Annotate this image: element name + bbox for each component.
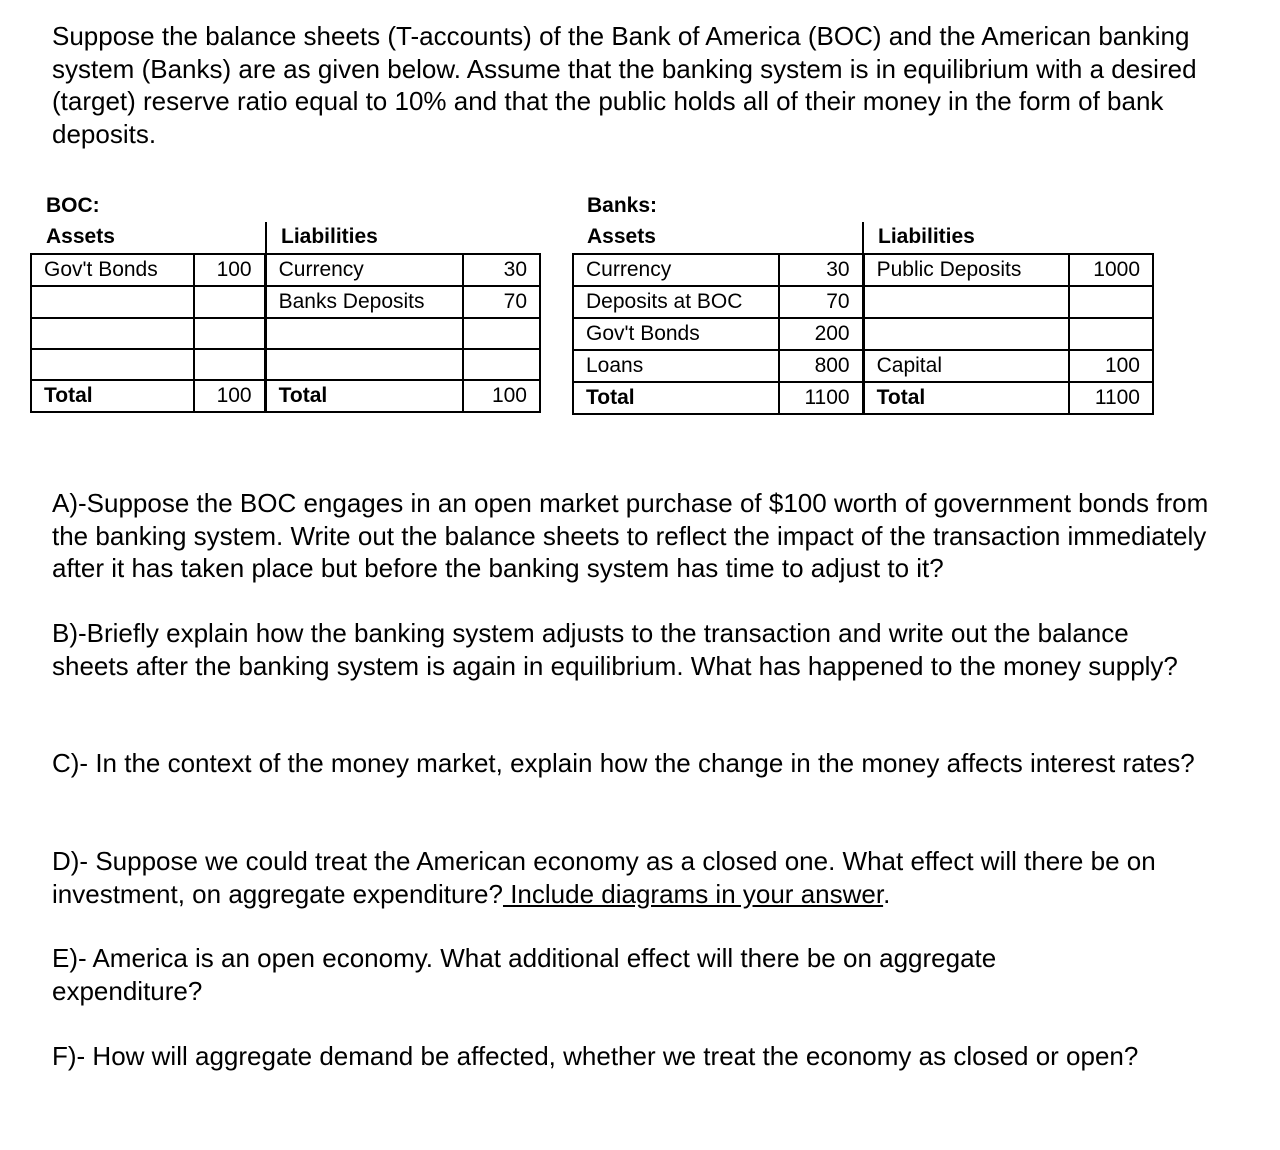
table-row xyxy=(31,349,540,380)
banks-liability-name: Capital xyxy=(863,350,1069,382)
boc-liability-name: Currency xyxy=(265,254,463,286)
boc-total-liabilities-value: 100 xyxy=(463,380,540,412)
question-b: B)-Briefly explain how the banking system adjusts to the transaction and write out the balance sheets after the banking system is again in equilibrium. What has happened to the money supply? xyxy=(52,618,1178,681)
banks-asset-name: Currency xyxy=(573,254,779,286)
boc-balance-sheet xyxy=(30,253,541,413)
question-c: C)- In the context of the money market, explain how the change in the money affects interest rates? xyxy=(52,748,1195,778)
banks-title: Banks: xyxy=(587,194,658,217)
boc-title: BOC: xyxy=(46,194,100,217)
banks-liability-name xyxy=(863,286,1069,318)
table-row xyxy=(573,318,1153,350)
boc-liability-name: Banks Deposits xyxy=(265,286,463,318)
banks-asset-value: 800 xyxy=(779,350,863,382)
boc-assets-header: Assets xyxy=(46,225,115,248)
banks-asset-value: 30 xyxy=(779,254,863,286)
banks-asset-name: Deposits at BOC xyxy=(573,286,779,318)
table-row xyxy=(31,286,540,318)
table-row xyxy=(573,350,1153,382)
boc-liability-name xyxy=(265,349,463,380)
table-row xyxy=(573,254,1153,286)
boc-asset-name xyxy=(31,349,194,380)
boc-liability-value: 30 xyxy=(463,254,540,286)
banks-total-assets-value: 1100 xyxy=(779,382,863,414)
question-d-text: D)- Suppose we could treat the American economy as a closed one. What effect will there be on investment, on aggregate expenditure? xyxy=(52,846,1156,909)
banks-assets-header: Assets xyxy=(587,225,656,248)
question-d-underlined: Include diagrams in your answer xyxy=(502,878,884,909)
banks-total-liabilities-label: Total xyxy=(863,382,1069,414)
boc-liability-value xyxy=(463,318,540,349)
banks-t-divider xyxy=(862,222,864,254)
banks-liability-value xyxy=(1069,318,1153,350)
table-row-total xyxy=(573,382,1153,414)
banks-asset-value: 70 xyxy=(779,286,863,318)
boc-t-divider xyxy=(265,222,267,254)
table-row-total xyxy=(31,380,540,412)
banks-liability-value xyxy=(1069,286,1153,318)
boc-asset-value xyxy=(194,286,265,318)
banks-asset-name: Loans xyxy=(573,350,779,382)
question-d-end: . xyxy=(883,878,891,909)
boc-liabilities-header: Liabilities xyxy=(281,225,378,248)
banks-total-assets-label: Total xyxy=(573,382,779,414)
banks-liability-name xyxy=(863,318,1069,350)
table-row xyxy=(31,254,540,286)
question-e: E)- America is an open economy. What additional effect will there be on aggregate expenditure? xyxy=(52,943,997,1006)
boc-liability-value: 70 xyxy=(463,286,540,318)
question-f: F)- How will aggregate demand be affected, whether we treat the economy as closed or open? xyxy=(52,1041,1139,1071)
boc-asset-value: 100 xyxy=(194,254,265,286)
banks-asset-name: Gov't Bonds xyxy=(573,318,779,350)
question-d xyxy=(52,845,1252,910)
banks-liability-value: 1000 xyxy=(1069,254,1153,286)
banks-liability-name: Public Deposits xyxy=(863,254,1069,286)
table-row xyxy=(31,318,540,349)
intro-paragraph: Suppose the balance sheets (T-accounts) of the Bank of America (BOC) and the American banking system (Banks) are as given below. Assume that the banking system is in equilibrium with a desired (target) reserve ratio equal to 10% and that the public holds all of their money in the form of bank deposits. xyxy=(52,21,1197,149)
banks-total-liabilities-value: 1100 xyxy=(1069,382,1153,414)
boc-asset-value xyxy=(194,349,265,380)
banks-liabilities-header: Liabilities xyxy=(878,225,975,248)
boc-asset-name: Gov't Bonds xyxy=(31,254,194,286)
boc-liability-name xyxy=(265,318,463,349)
boc-total-liabilities-label: Total xyxy=(265,380,463,412)
question-a: A)-Suppose the BOC engages in an open market purchase of $100 worth of government bonds from the banking system. Write out the balance sheets to reflect the impact of the transaction immediately after it has taken place but before the banking system has time to adjust to it? xyxy=(52,488,1209,583)
boc-asset-name xyxy=(31,286,194,318)
boc-total-assets-value: 100 xyxy=(194,380,265,412)
boc-liability-value xyxy=(463,349,540,380)
boc-asset-value xyxy=(194,318,265,349)
table-row xyxy=(573,286,1153,318)
banks-liability-value: 100 xyxy=(1069,350,1153,382)
banks-balance-sheet xyxy=(572,253,1154,415)
banks-asset-value: 200 xyxy=(779,318,863,350)
boc-asset-name xyxy=(31,318,194,349)
boc-total-assets-label: Total xyxy=(31,380,194,412)
